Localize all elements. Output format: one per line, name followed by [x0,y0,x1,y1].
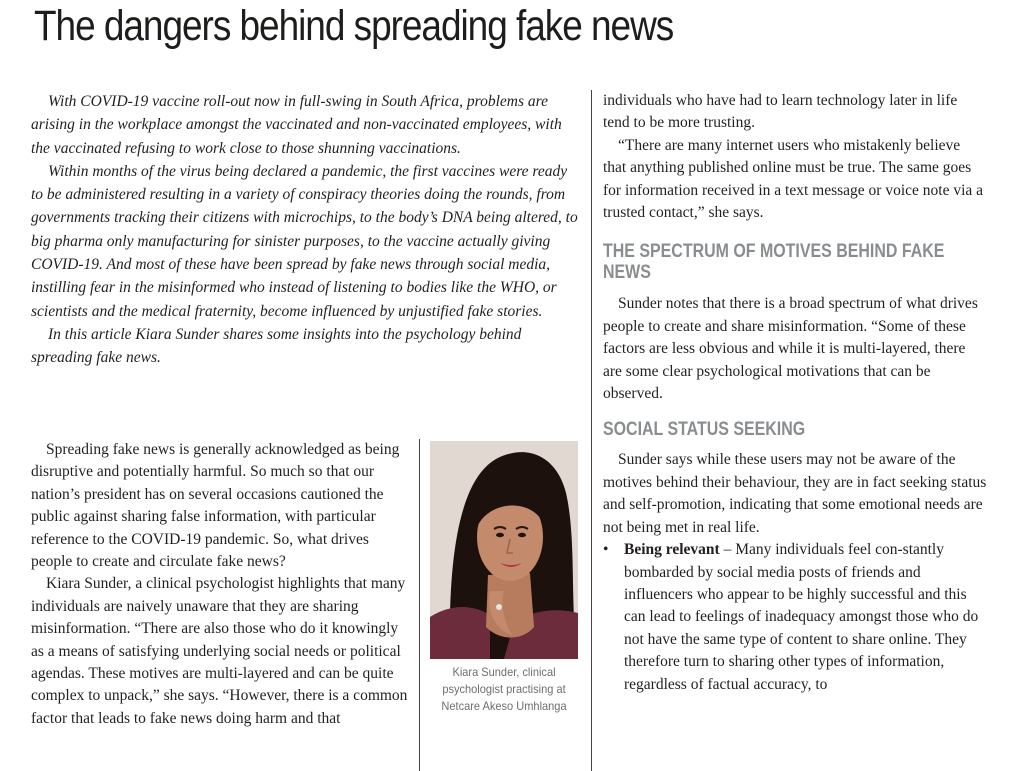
body-paragraph: Spreading fake news is generally acknowledged as being disruptive and potentially harmful. So much so that our nation’s president has on several occasions cautioned the public against sharing false information, with particular reference to the COVID-19 pandemic. So, what drives people to create and circulate fake news? [31,441,400,571]
portrait-image [430,441,578,659]
body-paragraph: individuals who have had to learn technology later in life tend to be more trusting. [603,92,958,132]
intro-paragraph: Within months of the virus being declared a pandemic, the first vaccines were ready to be administered resulting in a variety of conspiracy theories doing the rounds, from governments tracking their citizens with microchips, to the body’s DNA being altered, to big pharma only manufacturing for sinister purposes, to the vaccine actually giving COVID-19. And most of these have been spread by fake news through social media, instilling fear in the misinformed who instead of listening to bodies like the WHO, or scientists and the medical fraternity, become influenced by unjustified fake stories. [31,162,578,320]
body-paragraph: Sunder says while these users may not be aware of the motives behind their behaviour, they are in fact seeking status and self-promotion, indicating that some emotional needs are not being met in real life. [603,451,987,536]
intro-paragraph: In this article Kiara Sunder shares some insights into the psychology behind spreading fake news. [31,325,522,367]
quote-paragraph: “There are many internet users who mistakenly believe that anything published online must be true. The same goes for information received in a text message or voice note via a trusted contact,” she says. [603,136,984,222]
bullet-list [603,539,987,696]
body-paragraph: Kiara Sunder, a clinical psychologist highlights that many individuals are naively unaware that they are sharing misinformation. “There are also those who do it knowingly as a means of satisfying underlying social needs or political agendas. These motives are multi-layered and can be quite complex to unpack,” she says. “However, there is a common factor that leads to fake news doing harm and that [31,575,408,727]
section-heading-wrapper [603,419,987,440]
body-column-left [31,439,412,730]
body-paragraph: Sunder notes that there is a broad spectrum of what drives people to create and share misinformation. “Some of these factors are less obvious and while it is multi-layered, there are some clear psychological motivations that can be observed. [603,295,978,403]
intro-paragraph: With COVID-19 vaccine roll-out now in full-swing in South Africa, problems are arising in the workplace amongst the vaccinated and non-vaccinated employees, with the vaccinated refusing to work close to those shunning vaccinations. [31,93,562,157]
section-heading-wrapper [603,241,987,283]
column-divider [591,90,592,771]
bullet-item [603,539,987,696]
article-intro [31,90,581,370]
bullet-marker: • [603,541,609,559]
section-heading: SOCIAL STATUS SEEKING [603,419,806,441]
photo-caption: Kiara Sunder, clinical psychologist practising at Netcare Akeso Umhlanga [441,665,567,713]
article-headline: The dangers behind spreading fake news [34,2,674,50]
section-heading: THE SPECTRUM OF MOTIVES BEHIND FAKE NEWS [603,241,945,284]
portrait-photo [430,441,578,659]
sidebar-divider [419,439,420,771]
body-column-right [603,90,987,696]
bullet-text: – Many individuals feel con-stantly bombarded by social media posts of friends and influencers who appear to be highly successful and this can lead to feelings of inadequacy amongst those who do not have the same type of content to share online. They therefore turn to sharing other types of information, regardless of factual accuracy, to [624,541,979,693]
bullet-title: Being relevant [624,541,720,559]
